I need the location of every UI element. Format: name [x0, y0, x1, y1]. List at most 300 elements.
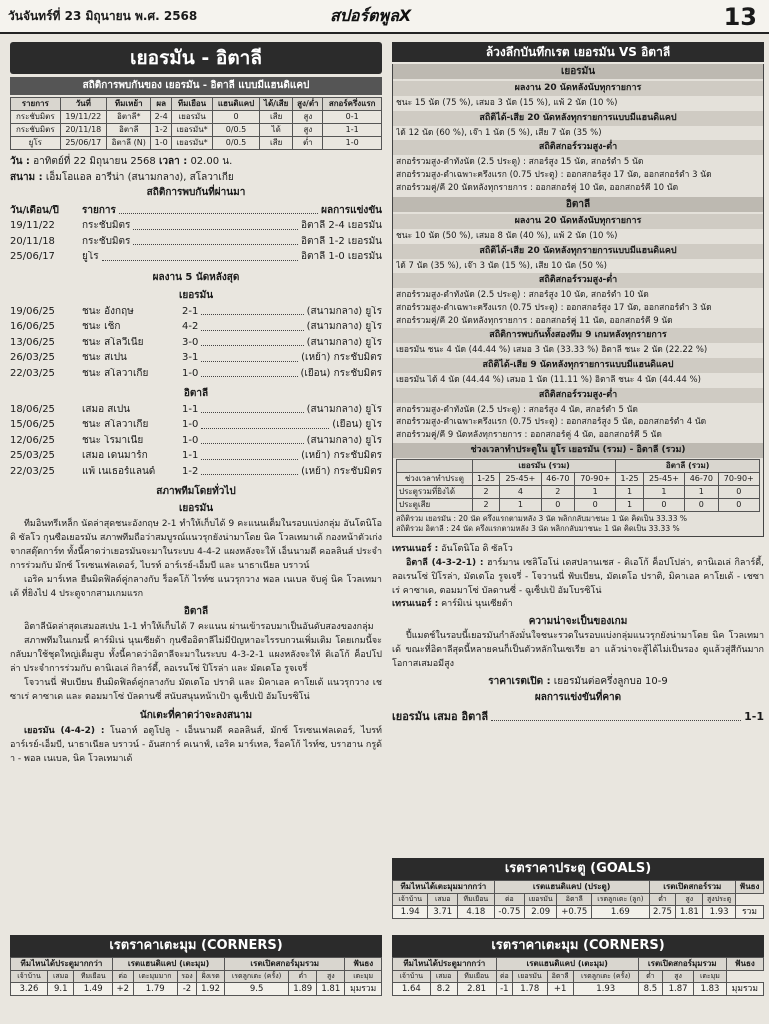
result-score: 1-0	[182, 419, 199, 430]
price-group-header: ทีมไหนได้ประตูมากกว่า	[393, 958, 497, 971]
h2h-cell: 0/0.5	[213, 124, 260, 137]
goal-time-slot: 25-45+	[643, 473, 684, 486]
price-value: 1.64	[393, 982, 431, 996]
price-value: -0.75	[494, 905, 524, 919]
h2h-cell: เสีย	[259, 111, 292, 124]
goal-time-value: 0	[718, 499, 759, 512]
h2h-header: ทีมเยือน	[171, 98, 212, 111]
goal-time-slot: 70-90+	[575, 473, 616, 486]
h2h-cell: กระชับมิตร	[11, 124, 61, 137]
open-price: เยอรมันต่อครึ่งลูกบอ 10-9	[553, 676, 668, 688]
goal-time-row	[397, 486, 760, 499]
h2h-header: สูง/ต่ำ	[293, 98, 323, 111]
price-value: 1.81	[676, 905, 703, 919]
goal-time-value: 2	[541, 486, 574, 499]
dots-leader	[201, 404, 303, 414]
predict-teams: เยอรมัน เสมอ อิตาลี	[392, 710, 489, 724]
lineup-team2: อิตาลี (4-3-2-1) : ฮาร์มาน เซลิโอโน่ เดสปลานเชส - ดิเอโก้ ค็อปโปล่า, ดานิเอเล่ กิลาร์ดี้, ลอเรนโซ่ ปิโรล่า, มัตเตโอ รูจเจรี่ - โจวานนี่ ฟับเบียน, มัตเตโอ ปราติ, มิคาเอล คาโยเด้ - เชซาเร่ คาซาเด, ตอมมาโซ่ บัลดานซี่ - ฉูเซ็ปเป้ อัมโบรซิโน่	[392, 557, 764, 596]
price-value: +0.75	[557, 905, 592, 919]
price-value: 1.93	[573, 982, 638, 996]
stat-line: สกอร์รวมสูง-ต่ำเฉพาะครึ่งแรก (0.75 ประตู) : ออกสกอร์สูง 17 นัด, ออกสกอร์ต่ำ 3 นัด	[396, 169, 712, 180]
price-group-header: ทีมไหนได้ประตูมากกว่า	[11, 958, 113, 971]
team2-title: อิตาลี	[183, 388, 209, 399]
stat-line: สกอร์รวมสูง-ต่ำเฉพาะครึ่งแรก (0.75 ประตู) : ออกสกอร์สูง 5 นัด, ออกสกอร์ต่ำ 4 นัด	[396, 417, 707, 428]
price-value: 1.94	[393, 905, 428, 919]
h2h-table	[10, 97, 382, 150]
h2h-title: สถิติการพบกันของ เยอรมัน - อิตาลี แบบมีแฮนดิแคป	[10, 77, 382, 95]
result-date: 22/03/25	[10, 367, 55, 379]
h2h-cell: 1-1	[323, 124, 382, 137]
coach1: อันโตนิโอ ดิ ซัลโว	[441, 544, 513, 555]
result-row	[10, 466, 382, 479]
form-team1: เยอรมัน	[178, 502, 214, 514]
h2h-cell: ได้	[259, 124, 292, 137]
result-venue: (เยือน) กระชับมิตร	[300, 367, 382, 379]
note-germany: สถิติรวม เยอรมัน : 20 นัด ครึ่งแรกตามหลัง 3 นัด พลิกกลับมาชนะ 1 นัด คิดเป็น 33.33 %	[396, 514, 687, 524]
price-value: 3.71	[428, 905, 458, 919]
price-sub-header: เรตลูกเตะ (ลูก)	[592, 894, 649, 906]
right-title: ล้วงลึกบันทึกเรต เยอรมัน VS อิตาลี	[392, 42, 764, 62]
goal-time-value: 0	[541, 499, 574, 512]
price-group-header: ฟันธง	[345, 958, 382, 971]
result-opponent: เสมอ เดนมาร์ก	[82, 450, 148, 461]
h2h-cell: เยอรมัน*	[171, 137, 212, 150]
form-t2-p1: อิตาลีนัดล่าสุดเสมอสเปน 1-1 ทำให้เก็บได้ 7 คะแนน ผ่านเข้ารอบมาเป็นอันดับสองของกลุ่ม	[24, 622, 374, 633]
open-price-line: ราคาเรตเปิด : เยอรมันต่อครึ่งลูกบอ 10-9	[488, 676, 668, 688]
result-row	[10, 337, 382, 350]
price-value: มุมรวม	[345, 982, 382, 996]
price-sub-header: ต่อ	[112, 971, 133, 983]
price-sub-header: เรตลูกเตะ (ครั้ง)	[573, 971, 638, 983]
left-corners-table	[10, 957, 382, 996]
price-sub-header: เตะมุมมาก	[133, 971, 177, 983]
stat-line: สกอร์รวมคู่/คี่ 20 นัดหลังทุกรายการ : ออกสกอร์คู่ 11 นัด, ออกสกอร์คี่ 9 นัด	[396, 315, 673, 326]
h2h-cell: 2-4	[151, 111, 172, 124]
price-value: 2.75	[649, 905, 676, 919]
predict-title: ผลการแข่งขันที่คาด	[534, 691, 622, 703]
result-score: 1-1	[182, 450, 199, 461]
h2h-row	[11, 124, 382, 137]
result-date: 26/03/25	[10, 352, 55, 363]
price-value: 2.81	[457, 982, 496, 996]
price-group-header: เรตแฮนดิแคป (ประตู)	[494, 881, 649, 894]
price-value: 2.09	[525, 905, 557, 919]
price-sub-header: เยอรมัน	[525, 894, 557, 906]
dots-leader	[133, 236, 298, 246]
result-date: 12/06/25	[10, 434, 55, 446]
form-team2: อิตาลี	[183, 605, 209, 617]
stat-line: ได้ 12 นัด (60 %), เจ๊า 1 นัด (5 %), เสีย 7 นัด (35 %)	[396, 127, 602, 138]
price-sub-header: เจ้าบ้าน	[393, 894, 428, 906]
page-header	[0, 0, 769, 34]
predict-line	[392, 710, 764, 724]
goal-time-value: 0	[575, 499, 616, 512]
result-score: 1-1	[182, 403, 199, 415]
goals-title: เรตราคาประตู (GOALS)	[392, 858, 764, 880]
result-date: 13/06/25	[10, 336, 55, 348]
price-sub-header: สูงประตู	[703, 894, 736, 906]
goal-time-value: 1	[616, 486, 643, 499]
price-group-header: เรตเปิดสกอร์มุมรวม	[225, 958, 345, 971]
h2h-cell: 1-0	[151, 137, 172, 150]
price-value: มุมรวม	[726, 982, 763, 996]
price-sub-header: เตะมุม	[694, 971, 727, 983]
price-group-header: ฟันธง	[726, 958, 763, 971]
form-t1-p1: ทีมอินทรีเหล็ก นัดล่าสุดชนะอังกฤษ 2-1 ทำให้เก็บได้ 9 คะแนนเต็มในรอบแบ่งกลุ่ม อันโตนิโอ ดิ ซัลโว กุนซือเยอรมัน สภาพทีมถือว่าสมบูรณ์แนวรุกยังน่ามาโดย นิค โวลเทมาเด้ กองหน้าตัวเก่งจากสตุ๊ตการ์ท ทั้งนี้คาดว่าเยอรมันจะมาในระบบ 4-4-2 แผงหลังจะให้ เอ็นนามดี คอลลินส์ ประจำการร่วมกับ มักซ์ โรเซนเฟลเดอร์, ไบรท์ อาร์เรย์-เอ็มบี และ นาธาเนียล บราวน์	[10, 519, 382, 571]
result-venue: (เหย้า) กระชับมิตร	[301, 352, 382, 363]
venue: เอ็มโอแอล อารีน่า (สนามกลาง), สโลวาเกีย	[45, 171, 234, 183]
result-date: 15/06/25	[10, 419, 55, 430]
right-corners-table	[392, 957, 764, 996]
result-score: 1-2	[182, 465, 199, 477]
past-comp: กระชับมิตร	[82, 220, 131, 231]
dots-leader	[201, 321, 303, 331]
price-value: 1.87	[662, 982, 693, 996]
price-sub-header: สูง	[317, 971, 345, 983]
price-value: -2	[177, 982, 196, 996]
result-row	[10, 450, 382, 463]
goal-time-value: 2	[472, 499, 499, 512]
price-value: 9.1	[47, 982, 73, 996]
price-value: 1.83	[694, 982, 727, 996]
h2h-cell: 1-2	[151, 124, 172, 137]
coach1-line: เทรนเนอร์ : อันโตนิโอ ดิ ซัลโว	[392, 544, 513, 555]
form-t2-p2: สภาพทีมในเกมนี้ คาร์มิเน่ นุนเซียต้า กุนซืออิตาลีไม่มีปัญหาอะไรรบกวนเพิ่มเติม โดยเกมนี้จะกลับมาใช้ชุดใหญ่เต็มสูบ ทั้งนี้คาดว่าอิตาลีจะมาในระบบ 4-3-2-1 แผงหลังจะให้ ดิเอโก้ ค็อปโปล่า ประจำการร่วมกับ ดานิเอเล่ กิลาร์ดี้, ลอเรนโซ่ ปิโรล่า และ มัตเตโอ รูจเจรี่	[10, 636, 382, 674]
h2h-cell: อิตาลี (N)	[107, 137, 151, 150]
result-score: 3-0	[182, 336, 199, 348]
past-date: 19/11/22	[10, 220, 55, 231]
h2h-cell: 19/11/22	[60, 111, 106, 124]
result-venue: (เยือน) ยูโร	[332, 419, 382, 430]
dots-leader	[102, 251, 298, 261]
result-opponent: ชนะ สเปน	[82, 352, 127, 363]
result-venue: (สนามกลาง) ยูโร	[306, 336, 382, 348]
result-score: 4-2	[182, 321, 199, 332]
h2h-cell: 25/06/17	[60, 137, 106, 150]
result-score: 3-1	[182, 352, 199, 363]
price-value: 4.18	[457, 905, 494, 919]
result-opponent: ชนะ สโลวีเนีย	[82, 336, 144, 348]
result-date: 22/03/25	[10, 465, 55, 477]
price-sub-header: อิตาลี	[547, 971, 573, 983]
result-opponent: แพ้ เนเธอร์แลนด์	[82, 465, 156, 477]
form-title: สภาพทีมโดยทั่วไป	[156, 486, 236, 497]
price-sub-header: เจ้าบ้าน	[393, 971, 431, 983]
analysis-text: ปี้แมตช์ในรอบนี้เยอรมันกำลังมั่นใจชนะรวดในรอบแบ่งกลุ่มแนวรุกยังน่ามาโดย นิค โวลเทมาเด้ ขณะที่อิตาลีสุดนี้หลายคนก็เป็นตัวหลักในเซเรีย อา แล้วน่าจะสู้ได้ไม่เป็นรอง ดูแล้วสู่สีกันมากโอกาสเสมอมีสูง	[392, 631, 764, 670]
stat-section-title: ผลงาน 20 นัดหลังนับทุกรายการ	[393, 81, 763, 96]
past-date: 20/11/18	[10, 235, 55, 247]
match-title: เยอรมัน - อิตาลี	[10, 42, 382, 74]
h2h-row	[11, 111, 382, 124]
price-sub-header: เตะมุม	[345, 971, 382, 983]
dots-leader	[201, 419, 329, 429]
goal-time-title: ช่วงเวลาทำประตูใน ยูโร เยอรมัน (รวม) - อิตาลี (รวม)	[393, 443, 763, 458]
coach2: คาร์มิเน่ นุนเซียต้า	[441, 599, 513, 610]
goal-time-value: 0	[718, 486, 759, 499]
past-row	[10, 251, 382, 264]
past-result: อิตาลี 1-2 เยอรมัน	[300, 235, 382, 247]
header-date: วันจันทร์ที่ 23 มิถุนายน พ.ศ. 2568	[8, 9, 198, 23]
stat-section-title: สถิติการพบกันทั้งสองทีม 9 เกมหลังทุกรายการ	[393, 328, 763, 343]
stat-line: เยอรมัน ชนะ 4 นัด (44.44 %) เสมอ 3 นัด (33.33 %) อิตาลี ชนะ 2 นัด (22.22 %)	[396, 345, 708, 356]
goals-table	[392, 880, 764, 919]
goal-time-slot: 46-70	[541, 473, 574, 486]
price-sub-header: ต่ำ	[638, 971, 662, 983]
team1-block-title: เยอรมัน	[393, 64, 763, 79]
dots-leader	[201, 466, 298, 476]
price-sub-header: เสมอ	[47, 971, 73, 983]
goal-time-value: 1	[616, 499, 643, 512]
h2h-cell: ต่ำ	[293, 137, 323, 150]
goals-block	[392, 858, 764, 919]
team2-block-title: อิตาลี	[393, 197, 763, 212]
right-corners-block	[392, 935, 764, 996]
price-value: +1	[547, 982, 573, 996]
result-venue: (เหย้า) กระชับมิตร	[301, 450, 382, 461]
goal-time-slot: 25-45+	[500, 473, 541, 486]
price-value: 1.69	[592, 905, 649, 919]
price-value: 9.5	[225, 982, 289, 996]
venue-line: สนาม : เอ็มโอแอล อารีน่า (สนามกลาง), สโลวาเกีย	[10, 171, 234, 183]
result-row	[10, 352, 382, 365]
goal-time-row-label: ประตูเสีย	[397, 499, 473, 512]
h2h-header: แฮนดิแคป	[213, 98, 260, 111]
price-value: รวม	[735, 905, 763, 919]
h2h-cell: อิตาลี*	[107, 111, 151, 124]
price-sub-header: ทีมเยือน	[457, 894, 494, 906]
goal-time-value: 2	[472, 486, 499, 499]
result-venue: (สนามกลาง) ยูโร	[306, 434, 382, 446]
result-opponent: เสมอ สเปน	[82, 403, 131, 415]
past-title: สถิติการพบกันที่ผ่านมา	[146, 187, 246, 198]
stat-line: สกอร์รวมคู่/คี่ 9 นัดหลังทุกรายการ : ออกสกอร์คู่ 4 นัด, ออกสกอร์คี่ 5 นัด	[396, 429, 662, 440]
coach2-line: เทรนเนอร์ : คาร์มิเน่ นุนเซียต้า	[392, 599, 513, 610]
h2h-cell: กระชับมิตร	[11, 111, 61, 124]
price-value: 1.49	[74, 982, 112, 996]
result-date: 25/03/25	[10, 450, 55, 461]
price-group-header: เรตเปิดสกอร์รวม	[649, 881, 735, 894]
h2h-cell: 1-0	[323, 137, 382, 150]
form-t1-p2: เอริค มาร์เทล ยืนมิดฟิลด์คู่กลางกับ ร็อคโก้ ไรท์ซ แนวรุกวาง พอล เนเบล จับคู่ นิค โวลเทมาเด้ ที่ยิงไป 4 ประตูจากสามเกมแรก	[10, 574, 382, 599]
result-opponent: ชนะ โรมาเนีย	[82, 434, 144, 446]
past-head: วัน/เดือน/ปี รายการ ผลการแข่งขัน	[10, 204, 382, 216]
stat-section-title: สถิติสกอร์รวมสูง-ต่ำ	[393, 140, 763, 155]
result-opponent: ชนะ สโลวาเกีย	[82, 367, 149, 379]
stat-line: สกอร์รวมคู่/คี่ 20 นัดหลังทุกรายการ : ออกสกอร์คู่ 10 นัด, ออกสกอร์คี่ 10 นัด	[396, 182, 679, 193]
stat-section-title: สถิติได้-เสีย 20 นัดหลังทุกรายการแบบมีแฮนดิแคป	[393, 111, 763, 126]
price-sub-header: เสมอ	[428, 894, 458, 906]
stat-line: เยอรมัน ได้ 4 นัด (44.44 %) เสมอ 1 นัด (11.11 %) อิตาลี ชนะ 4 นัด (44.44 %)	[396, 374, 701, 385]
result-row	[10, 306, 382, 319]
h2h-cell: สูง	[293, 111, 323, 124]
price-sub-header: อิตาลี	[557, 894, 592, 906]
record-box	[392, 64, 764, 537]
past-comp: กระชับมิตร	[82, 235, 131, 247]
result-venue: (สนามกลาง) ยูโร	[306, 321, 382, 332]
price-group-header: ทีมไหนได้เตะมุมมากกว่า	[393, 881, 495, 894]
price-group-header: ฟันธง	[735, 881, 763, 894]
lineup-title: นักเตะที่คาดว่าจะลงสนาม	[139, 709, 253, 721]
price-sub-header: ฝั่งเรต	[197, 971, 225, 983]
result-venue: (เหย้า) กระชับมิตร	[301, 465, 382, 477]
analysis-title: ความน่าจะเป็นของเกม	[528, 615, 628, 627]
h2h-header: ได้/เสีย	[259, 98, 292, 111]
price-sub-header: สูง	[676, 894, 703, 906]
stat-section-title: สถิติได้-เสีย 9 นัดหลังทุกรายการแบบมีแฮนดิแคป	[393, 358, 763, 373]
goal-time-value: 0	[685, 499, 718, 512]
result-opponent: ชนะ สโลวาเกีย	[82, 419, 149, 430]
stat-line: สกอร์รวมสูง-ต่ำเฉพาะครึ่งแรก (0.75 ประตู) : ออกสกอร์สูง 17 นัด, ออกสกอร์ต่ำ 3 นัด	[396, 303, 712, 313]
price-value: -1	[496, 982, 512, 996]
stat-line: ชนะ 15 นัด (75 %), เสมอ 3 นัด (15 %), แพ้ 2 นัด (10 %)	[396, 98, 618, 108]
h2h-cell: 0-1	[323, 111, 382, 124]
right-corners-title: เรตราคาเตะมุม (CORNERS)	[392, 935, 764, 957]
stat-section-title: สถิติสกอร์รวมสูง-ต่ำ	[393, 388, 763, 403]
goal-time-value: 1	[575, 486, 616, 499]
kickoff-time: 02.00 น.	[190, 156, 233, 167]
stat-line: สกอร์รวมสูง-ต่ำทั้งนัด (2.5 ประตู) : สกอร์สูง 4 นัด, สกอร์ต่ำ 5 นัด	[396, 404, 638, 415]
price-value: 3.26	[11, 982, 48, 996]
result-row	[10, 321, 382, 334]
h2h-cell: เยอรมัน*	[171, 124, 212, 137]
price-value: 1.79	[133, 982, 177, 996]
h2h-header: รายการ	[11, 98, 61, 111]
price-value: 8.5	[638, 982, 662, 996]
result-venue: (สนามกลาง) ยูโร	[306, 305, 382, 317]
stat-line: สกอร์รวมสูง-ต่ำทั้งนัด (2.5 ประตู) : สกอร์สูง 10 นัด, สกอร์ต่ำ 10 นัด	[396, 290, 649, 301]
price-sub-header: ต่อ	[494, 894, 524, 906]
header-logo: สปอร์ตพูลX	[330, 6, 412, 25]
goal-time-team1: เยอรมัน (รวม)	[472, 460, 616, 473]
h2h-cell: 0	[213, 111, 260, 124]
h2h-header: วันที่	[60, 98, 106, 111]
price-group-header: เรตแฮนดิแคป (เตะมุม)	[496, 958, 638, 971]
form-t2-p3: โจวานนี่ ฟับเบียน ยืนมิดฟิลด์คู่กลางกับ มัตเตโอ ปราติ และ มิคาเอล คาโยเด้ แนวรุกวาง เชซาเร่ คาซาเด และ ตอมมาโซ่ บัลดานซี่ สนับสนุนหน้าเป้า ฉูเซ็ปเป้ อัมโบรซิโน่	[10, 677, 382, 702]
left-corners-title: เรตราคาเตะมุม (CORNERS)	[10, 935, 382, 957]
goal-time-value: 1	[643, 486, 684, 499]
price-sub-header: ต่ำ	[649, 894, 676, 906]
h2h-cell: 0/0.5	[213, 137, 260, 150]
h2h-cell: เสีย	[259, 137, 292, 150]
dots-leader	[201, 337, 303, 347]
result-row	[10, 368, 382, 381]
predict-score: 1-1	[744, 710, 764, 724]
price-sub-header: ต่อ	[496, 971, 512, 983]
result-row	[10, 419, 382, 432]
price-group-header: เรตเปิดสกอร์มุมรวม	[638, 958, 726, 971]
h2h-cell: เยอรมัน	[171, 111, 212, 124]
goal-time-table	[396, 459, 760, 512]
past-row	[10, 220, 382, 233]
price-sub-header: ต่ำ	[289, 971, 317, 983]
price-sub-header: เยอรมัน	[513, 971, 547, 983]
price-sub-header: ทีมเยือน	[457, 971, 496, 983]
past-comp: ยูโร	[82, 251, 99, 262]
h2h-cell: อิตาลี	[107, 124, 151, 137]
result-row	[10, 404, 382, 417]
price-sub-header: รอง	[177, 971, 196, 983]
lineup-team1: เยอรมัน (4-4-2) : โนอาห์ อตูโปลู - เอ็นนามดี คอลลินส์, มักซ์ โรเซนเฟลเดอร์, ไบรท์ อาร์เรย์-เอ็มบี, นาธาเนียล บราวน์ - อันสการ์ คเนาฟ์, เอริค มาร์เทล, ร็อคโก้ ไรท์ซ, บราฮาน กรูด้า - พอล เนเบล, นิค โวลเทมาเด้	[10, 726, 382, 765]
goal-time-row	[397, 499, 760, 512]
price-value: +2	[112, 982, 133, 996]
result-date: 16/06/25	[10, 321, 55, 332]
dots-leader	[201, 435, 303, 445]
result-venue: (สนามกลาง) ยูโร	[306, 403, 382, 415]
dots-leader	[201, 352, 298, 362]
page-number: 13	[723, 3, 757, 31]
last5-title: ผลงาน 5 นัดหลังสุด	[152, 271, 240, 283]
price-value: 1.78	[513, 982, 547, 996]
price-sub-header: สูง	[662, 971, 693, 983]
goal-time-label: ช่วงเวลาทำประตู	[397, 473, 473, 486]
h2h-header: ผล	[151, 98, 172, 111]
price-sub-header: ทีมเยือน	[74, 971, 112, 983]
stat-section-title: ผลงาน 20 นัดหลังนับทุกรายการ	[393, 214, 763, 229]
left-corners-block	[10, 935, 382, 996]
result-date: 18/06/25	[10, 403, 55, 415]
price-sub-header: เรตลูกเตะ (ครั้ง)	[225, 971, 289, 983]
h2h-cell: ยูโร	[11, 137, 61, 150]
price-value: 1.89	[289, 982, 317, 996]
price-value: 1.93	[703, 905, 736, 919]
stat-section-title: สถิติได้-เสีย 20 นัดหลังทุกรายการแบบมีแฮนดิแคป	[393, 244, 763, 259]
team1-title: เยอรมัน	[178, 290, 214, 301]
stat-line: สกอร์รวมสูง-ต่ำทั้งนัด (2.5 ประตู) : สกอร์สูง 15 นัด, สกอร์ต่ำ 5 นัด	[396, 157, 644, 168]
result-opponent: ชนะ เช็ก	[82, 321, 121, 332]
h2h-cell: สูง	[293, 124, 323, 137]
h2h-header: ทีมเหย้า	[107, 98, 151, 111]
dots-leader	[201, 368, 297, 378]
kickoff-date: อาทิตย์ที่ 22 มิถุนายน 2568	[33, 156, 156, 167]
goal-time-row-label: ประตูรวมที่ยิงได้	[397, 486, 473, 499]
past-result: อิตาลี 2-4 เยอรมัน	[300, 220, 382, 231]
result-row	[10, 435, 382, 448]
goal-time-slot: 1-25	[472, 473, 499, 486]
stat-section-title: สถิติสกอร์รวมสูง-ต่ำ	[393, 273, 763, 288]
goal-time-value: 1	[500, 499, 541, 512]
note-italy: สถิติรวม อิตาลี : 24 นัด ครึ่งแรกตามหลัง 3 นัด พลิกกลับมาชนะ 1 นัด คิดเป็น 33.33 %	[396, 523, 680, 533]
left-column	[10, 42, 382, 1020]
goal-time-team2: อิตาลี (รวม)	[616, 460, 760, 473]
price-group-header: เรตแฮนดิแคป (เตะมุม)	[112, 958, 224, 971]
price-sub-header: เจ้าบ้าน	[11, 971, 48, 983]
result-score: 1-0	[182, 434, 199, 446]
past-result: อิตาลี 1-0 เยอรมัน	[300, 251, 382, 262]
result-date: 19/06/25	[10, 305, 55, 317]
h2h-row	[11, 137, 382, 150]
result-score: 1-0	[182, 367, 199, 379]
h2h-header: สกอร์ครึ่งแรก	[323, 98, 382, 111]
goal-time-slot: 46-70	[685, 473, 718, 486]
stat-line: ได้ 7 นัด (35 %), เจ๊า 3 นัด (15 %), เสีย 10 นัด (50 %)	[396, 260, 607, 271]
goal-time-slot: 1-25	[616, 473, 643, 486]
goal-time-slot: 70-90+	[718, 473, 759, 486]
stat-line: ชนะ 10 นัด (50 %), เสมอ 8 นัด (40 %), แพ้ 2 นัด (10 %)	[396, 231, 618, 242]
goal-time-value: 4	[500, 486, 541, 499]
result-opponent: ชนะ อังกฤษ	[82, 305, 134, 317]
price-value: 1.81	[317, 982, 345, 996]
price-sub-header: เสมอ	[430, 971, 457, 983]
past-row	[10, 236, 382, 249]
h2h-cell: 20/11/18	[60, 124, 106, 137]
goal-time-value: 1	[685, 486, 718, 499]
dots-leader	[133, 220, 298, 230]
dots-leader	[201, 306, 303, 316]
price-value: 8.2	[430, 982, 457, 996]
kickoff-line: วัน : อาทิตย์ที่ 22 มิถุนายน 2568 เวลา : 02.00 น.	[10, 156, 233, 167]
past-date: 25/06/17	[10, 251, 55, 262]
result-score: 2-1	[182, 305, 199, 317]
